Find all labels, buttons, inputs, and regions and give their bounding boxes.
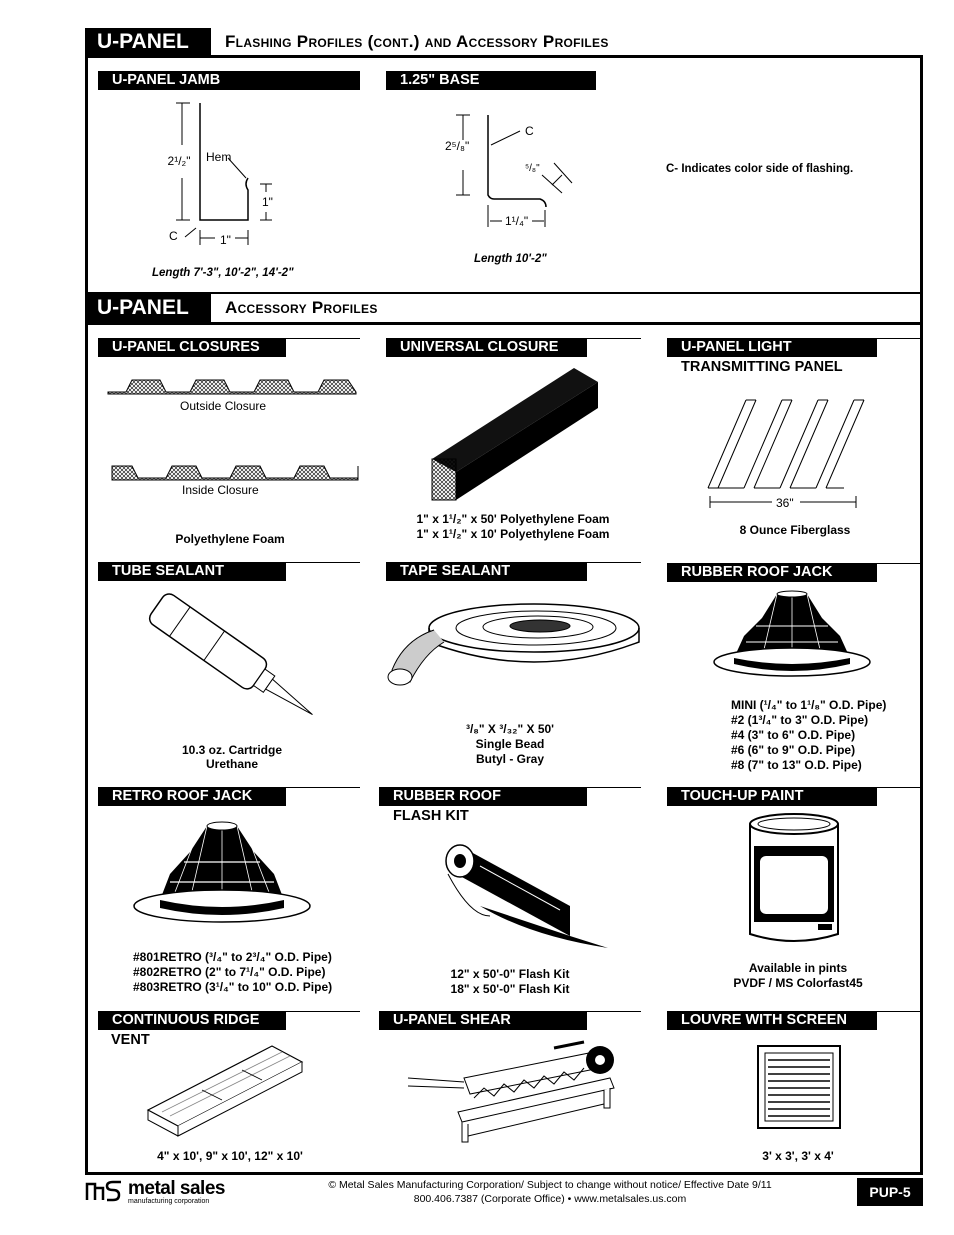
- label-rule: [286, 562, 360, 563]
- label-universal: UNIVERSAL CLOSURE: [386, 338, 587, 357]
- section-tag-1: U-PANEL: [85, 28, 211, 56]
- label-closures: U-PANEL CLOSURES: [98, 338, 286, 357]
- jamb-dim-base: 1": [220, 233, 231, 247]
- base-color-side: C: [525, 124, 534, 138]
- label-paint: TOUCH-UP PAINT: [667, 787, 877, 806]
- tape-caption-1: ³/₈" X ³/₃₂" X 50': [465, 722, 555, 736]
- header1-rule: [85, 55, 923, 58]
- rubberjack-line-2: #2 (1³/₄" to 3" O.D. Pipe): [731, 713, 869, 727]
- louvre-icon: [756, 1044, 842, 1130]
- label-rule: [587, 1011, 641, 1012]
- tape-caption-2: Single Bead: [475, 737, 545, 751]
- ridge-sub: VENT: [111, 1032, 150, 1048]
- outside-closure-icon: [108, 376, 356, 396]
- section-title-2: Accessory Profiles: [225, 298, 378, 317]
- rubberjack-line-3: #4 (3" to 6" O.D. Pipe): [731, 728, 856, 742]
- label-rule: [286, 1011, 360, 1012]
- label-flashkit: RUBBER ROOF: [379, 787, 587, 806]
- tape-caption-3: Butyl - Gray: [475, 752, 544, 766]
- section-title-1: Flashing Profiles (cont.) and Accessory Profiles: [225, 32, 609, 51]
- panel-shear-icon: [404, 1038, 634, 1158]
- louvre-caption: 3' x 3', 3' x 4': [762, 1149, 834, 1163]
- label-rule: [877, 1011, 923, 1012]
- section-tag-2: U-PANEL: [85, 294, 211, 322]
- rubberjack-line-4: #6 (6" to 9" O.D. Pipe): [731, 743, 856, 757]
- light-caption: 8 Ounce Fiberglass: [739, 523, 851, 537]
- corrugated-panel-icon: [704, 396, 874, 494]
- footer-copyright: © Metal Sales Manufacturing Corporation/ Subject to change without notice/ Effective Date 9/11: [328, 1179, 772, 1191]
- rubber-roof-jack-icon: [712, 588, 872, 688]
- label-rule: [286, 338, 360, 339]
- ridge-caption: 4" x 10', 9" x 10', 12" x 10': [157, 1149, 303, 1163]
- closures-caption: Polyethylene Foam: [175, 532, 285, 546]
- logo-text: metal sales: [128, 1178, 225, 1199]
- base-dim-height: 2⁵/₈": [445, 139, 470, 153]
- foam-strip-icon: [428, 364, 603, 509]
- base-dim-lip: ⁵/₈": [525, 163, 540, 174]
- metal-sales-logo-icon: [85, 1180, 125, 1202]
- jamb-dim-height: 2¹/₂": [167, 154, 191, 168]
- label-rule: [877, 787, 923, 788]
- label-light: U-PANEL LIGHT: [667, 338, 877, 357]
- label-rule: [877, 563, 923, 564]
- retro-line-1: #801RETRO (³/₄" to 2³/₄" O.D. Pipe): [133, 950, 332, 964]
- logo-subtext: manufacturing corporation: [128, 1198, 210, 1205]
- flashkit-caption-2: 18" x 50'-0" Flash Kit: [450, 982, 570, 996]
- universal-caption-1: 1" x 1¹/₂" x 50' Polyethylene Foam: [416, 512, 610, 526]
- label-rule: [877, 338, 923, 339]
- rubberjack-line-1: MINI (¹/₄" to 1¹/₈" O.D. Pipe): [731, 698, 887, 712]
- inside-closure-label: Inside Closure: [182, 483, 259, 497]
- jamb-length: Length 7'-3", 10'-2", 14'-2": [152, 267, 294, 279]
- outside-closure-label: Outside Closure: [180, 399, 267, 413]
- label-ridge: CONTINUOUS RIDGE: [98, 1011, 286, 1030]
- paint-caption-2: PVDF / MS Colorfast45: [733, 976, 863, 990]
- flashkit-caption-1: 12" x 50'-0" Flash Kit: [450, 967, 570, 981]
- jamb-drawing: [160, 100, 300, 250]
- label-tube: TUBE SEALANT: [98, 562, 286, 581]
- rubberjack-line-5: #8 (7" to 13" O.D. Pipe): [731, 758, 862, 772]
- inside-closure-icon: [112, 464, 358, 482]
- caulk-tube-icon: [146, 600, 316, 710]
- label-retro: RETRO ROOF JACK: [98, 787, 286, 806]
- label-rule: [587, 787, 641, 788]
- panel-width-label: 36": [776, 496, 794, 510]
- retro-line-2: #802RETRO (2" to 7¹/₄" O.D. Pipe): [133, 965, 326, 979]
- page-number: PUP-5: [857, 1178, 923, 1206]
- tube-caption-1: 10.3 oz. Cartridge: [181, 743, 283, 757]
- universal-caption-2: 1" x 1¹/₂" x 10' Polyethylene Foam: [416, 527, 610, 541]
- retro-line-3: #803RETRO (3¹/₄" to 10" O.D. Pipe): [133, 980, 333, 994]
- base-dim-base: 1¹/₄": [505, 214, 529, 228]
- tape-roll-icon: [384, 600, 644, 695]
- flashkit-sub: FLASH KIT: [393, 808, 469, 824]
- label-rule: [587, 338, 641, 339]
- label-rule: [587, 562, 641, 563]
- jamb-color-side: C: [169, 229, 178, 243]
- ridge-vent-icon: [142, 1040, 312, 1140]
- base-length: Length 10'-2": [474, 253, 547, 265]
- retro-roof-jack-icon: [132, 818, 312, 928]
- flash-kit-roll-icon: [420, 836, 610, 956]
- header2-rule: [85, 322, 923, 325]
- label-shear: U-PANEL SHEAR: [379, 1011, 587, 1030]
- jamb-dim-hem: 1": [262, 195, 273, 209]
- jamb-hem: Hem: [206, 150, 232, 164]
- label-rule: [286, 787, 360, 788]
- color-side-note: C- Indicates color side of flashing.: [666, 163, 854, 175]
- label-tape: TAPE SEALANT: [386, 562, 587, 581]
- paint-caption-1: Available in pints: [748, 961, 848, 975]
- label-louvre: LOUVRE WITH SCREEN: [667, 1011, 877, 1030]
- footer-contact: 800.406.7387 (Corporate Office) • www.metalsales.us.com: [413, 1193, 687, 1205]
- paint-can-icon: [746, 812, 842, 948]
- label-rubberjack: RUBBER ROOF JACK: [667, 563, 877, 582]
- tube-caption-2: Urethane: [205, 757, 258, 771]
- label-jamb: U-PANEL JAMB: [98, 71, 360, 90]
- light-sub: TRANSMITTING PANEL: [681, 359, 843, 375]
- label-base: 1.25" BASE: [386, 71, 596, 90]
